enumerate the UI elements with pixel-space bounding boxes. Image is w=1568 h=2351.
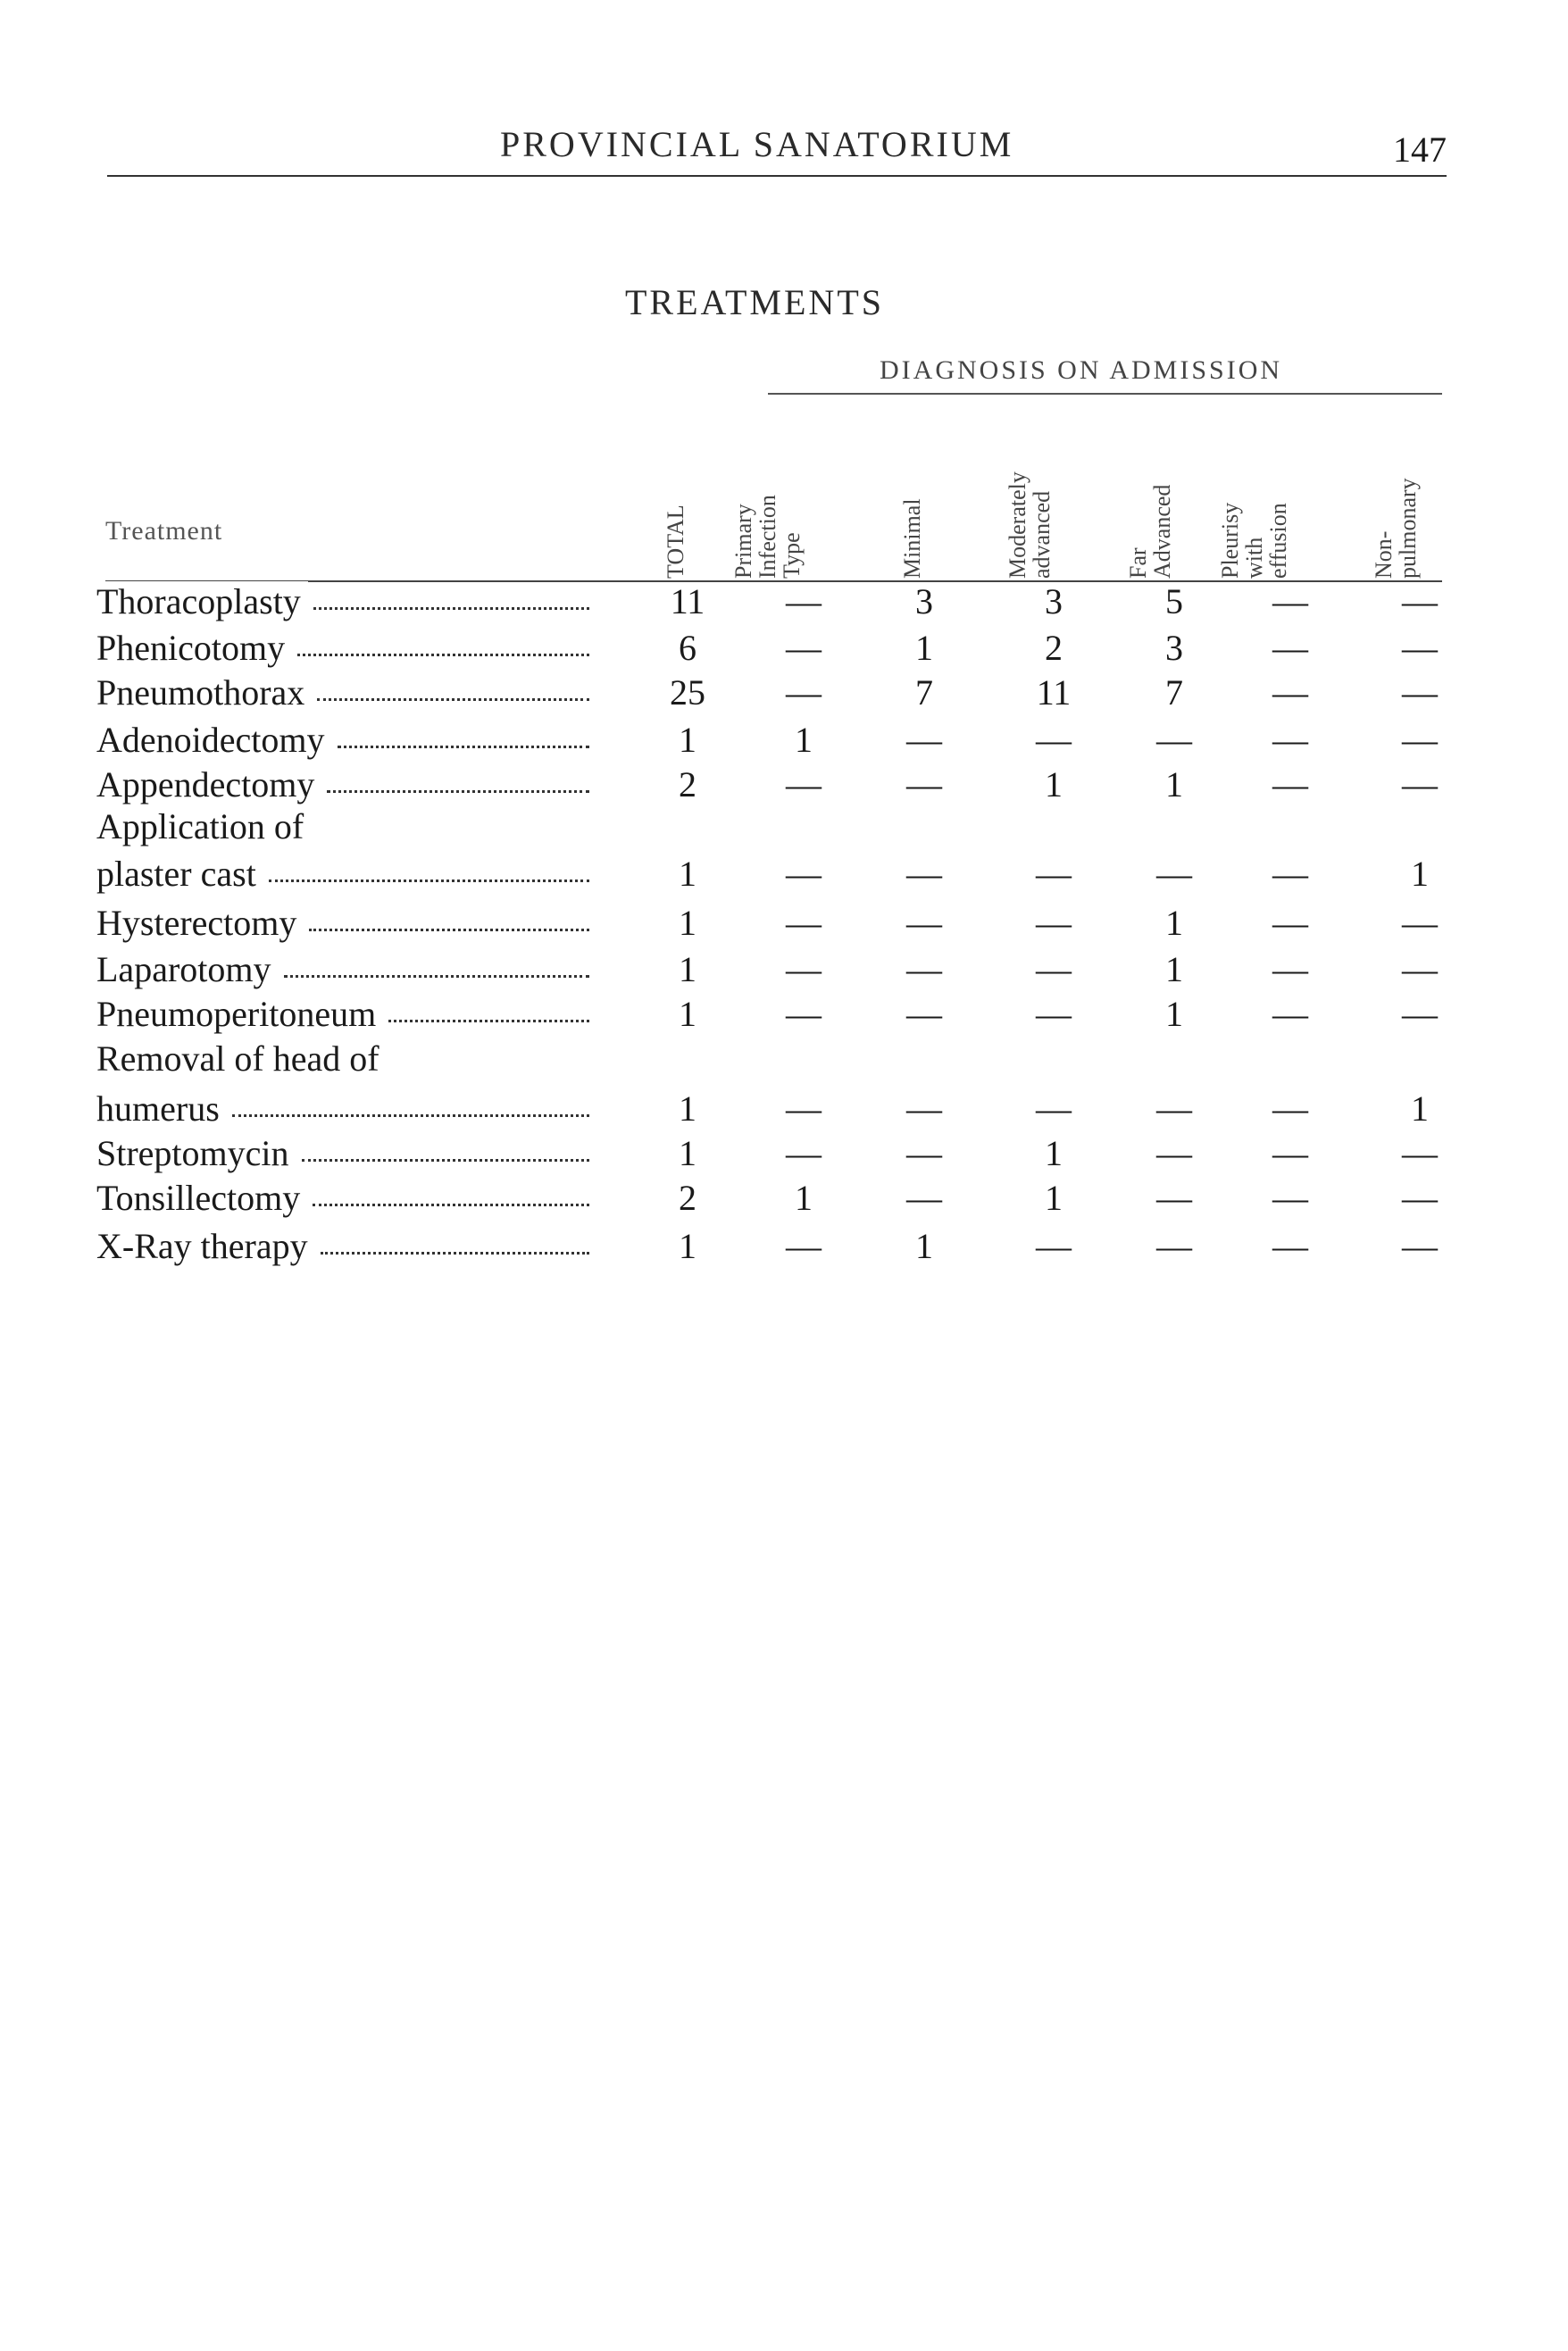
table-cell: 1 — [679, 854, 696, 894]
row-label-text: Hysterectomy — [96, 903, 304, 943]
table-cell: — — [1402, 1178, 1438, 1218]
row-label — [96, 671, 312, 713]
table-cell: 2 — [679, 1178, 696, 1218]
table-cell: 1 — [1411, 854, 1429, 894]
table-cell: 1 — [679, 949, 696, 989]
table-cell: 1 — [1165, 994, 1183, 1034]
table-cell: 1 — [679, 994, 696, 1034]
dot-leader — [338, 746, 589, 748]
table-cell: — — [786, 1088, 822, 1129]
table-cell: 1 — [795, 720, 813, 760]
column-heading — [875, 427, 973, 579]
table-cell: — — [906, 720, 942, 760]
column-heading-label: Moderately advanced — [1005, 471, 1055, 579]
row-label-text: Thoracoplasty — [96, 581, 308, 621]
row-label-text: X-Ray therapy — [96, 1226, 315, 1266]
column-heading-label: TOTAL — [663, 504, 688, 579]
row-label — [96, 1225, 315, 1267]
table-cell: — — [786, 1226, 822, 1266]
table-cell: — — [1402, 1226, 1438, 1266]
table-cell: — — [1156, 1133, 1192, 1173]
table-title: TREATMENTS — [625, 282, 884, 322]
column-heading — [638, 427, 737, 579]
dot-leader — [313, 1204, 589, 1206]
table-cell: — — [1272, 903, 1308, 943]
table-cell: 1 — [1045, 1178, 1063, 1218]
table-cell: — — [1036, 994, 1072, 1034]
table-cell: — — [1036, 1226, 1072, 1266]
table-cell: — — [1156, 1088, 1192, 1129]
column-heading-label: Pleurisy with effusion — [1217, 502, 1291, 579]
table-cell: — — [906, 854, 942, 894]
dot-leader — [388, 1020, 589, 1022]
table-cell: — — [1402, 994, 1438, 1034]
table-cell: — — [786, 764, 822, 805]
dot-leader — [309, 929, 589, 931]
table-cell: — — [1402, 1133, 1438, 1173]
row-label-text: Appendectomy — [96, 764, 321, 805]
row-label-text: Application of — [96, 806, 311, 846]
column-heading-label: Non- pulmonary — [1371, 478, 1421, 579]
column-heading-label: Far Advanced — [1125, 484, 1175, 579]
table-cell: — — [906, 764, 942, 805]
table-cell: 2 — [1045, 628, 1063, 668]
group-heading-rule — [768, 393, 1442, 395]
table-cell: — — [786, 994, 822, 1034]
row-label-text: Laparotomy — [96, 949, 279, 989]
row-label-text: Streptomycin — [96, 1133, 296, 1173]
table-cell: 6 — [679, 628, 696, 668]
table-cell: — — [786, 581, 822, 621]
table-cell: — — [786, 672, 822, 713]
table-cell: — — [786, 949, 822, 989]
table-cell: 1 — [679, 1088, 696, 1129]
table-cell: — — [1402, 628, 1438, 668]
table-cell: 25 — [670, 672, 705, 713]
table-cell: 1 — [915, 1226, 933, 1266]
column-heading — [1125, 427, 1223, 579]
dot-leader — [327, 790, 589, 793]
table-cell: — — [1272, 949, 1308, 989]
dot-leader — [269, 880, 589, 882]
table-cell: — — [786, 854, 822, 894]
row-label-text: Removal of head of — [96, 1038, 387, 1079]
table-cell: — — [786, 1133, 822, 1173]
table-cell: — — [906, 903, 942, 943]
dot-leader — [313, 607, 589, 610]
table-cell: 1 — [679, 1226, 696, 1266]
row-label — [96, 1177, 307, 1219]
table-cell: — — [1156, 1226, 1192, 1266]
dot-leader — [317, 698, 589, 701]
table-cell: 1 — [1165, 903, 1183, 943]
table-cell: — — [1402, 903, 1438, 943]
header-rule — [107, 175, 1447, 177]
table-cell: 3 — [1165, 628, 1183, 668]
row-label — [96, 993, 383, 1035]
table-cell: — — [1272, 854, 1308, 894]
column-heading — [1005, 427, 1103, 579]
row-label — [96, 580, 308, 622]
running-head: PROVINCIAL SANATORIUM — [500, 124, 1014, 164]
dot-leader — [284, 975, 589, 978]
table-cell: 11 — [1036, 672, 1072, 713]
group-heading: DIAGNOSIS ON ADMISSION — [880, 355, 1283, 385]
table-cell: — — [1036, 854, 1072, 894]
table-cell: 2 — [679, 764, 696, 805]
table-cell: — — [1272, 1178, 1308, 1218]
row-label — [96, 763, 321, 805]
table-cell: — — [1402, 764, 1438, 805]
table-cell: — — [906, 1133, 942, 1173]
table-cell: 1 — [1045, 764, 1063, 805]
row-label-text: Tonsillectomy — [96, 1178, 307, 1218]
row-label — [96, 805, 311, 847]
dot-leader — [302, 1159, 589, 1162]
table-cell: — — [1272, 581, 1308, 621]
table-cell: 7 — [1165, 672, 1183, 713]
table-cell: — — [1272, 764, 1308, 805]
row-label — [96, 1088, 227, 1130]
row-label — [96, 853, 263, 895]
table-cell: — — [1036, 720, 1072, 760]
page-header — [107, 123, 1447, 186]
row-label — [96, 902, 304, 944]
table-cell: 1 — [1045, 1133, 1063, 1173]
table-cell: — — [1272, 1226, 1308, 1266]
row-label — [96, 948, 279, 990]
table-cell: — — [786, 903, 822, 943]
table-cell: — — [906, 1088, 942, 1129]
table-cell: — — [906, 949, 942, 989]
row-label-text: Pneumothorax — [96, 672, 312, 713]
table-cell: 5 — [1165, 581, 1183, 621]
table-cell: — — [1036, 1088, 1072, 1129]
column-heading — [1217, 427, 1339, 579]
column-heading-label: Primary Infection Type — [730, 495, 805, 579]
table-cell: 1 — [915, 628, 933, 668]
table-cell: — — [1156, 1178, 1192, 1218]
treatment-column-heading: Treatment — [105, 516, 223, 546]
table-cell: — — [1156, 720, 1192, 760]
table-cell: 1 — [795, 1178, 813, 1218]
row-label — [96, 627, 292, 669]
table-cell: 3 — [1045, 581, 1063, 621]
table-cell: — — [1036, 903, 1072, 943]
table-cell: 1 — [1165, 949, 1183, 989]
row-label — [96, 719, 332, 761]
table-cell: — — [1402, 720, 1438, 760]
column-heading-label: Minimal — [899, 498, 925, 579]
column-heading — [730, 427, 853, 579]
table-cell: — — [1272, 720, 1308, 760]
table-cell: 7 — [915, 672, 933, 713]
page-number: 147 — [1393, 129, 1447, 170]
table-cell: — — [1272, 994, 1308, 1034]
row-label-text: Adenoidectomy — [96, 720, 332, 760]
row-label-text: humerus — [96, 1088, 227, 1129]
table-cell: — — [906, 994, 942, 1034]
table-cell: 1 — [1165, 764, 1183, 805]
table-cell: — — [906, 1178, 942, 1218]
table-cell: — — [1272, 1133, 1308, 1173]
table-cell: — — [1156, 854, 1192, 894]
table-cell: 3 — [915, 581, 933, 621]
dot-leader — [232, 1114, 589, 1117]
table-cell: 1 — [1411, 1088, 1429, 1129]
table-cell: 1 — [679, 720, 696, 760]
table-cell: 11 — [670, 581, 705, 621]
table-cell: — — [1402, 672, 1438, 713]
row-label — [96, 1132, 296, 1174]
table-cell: — — [1402, 581, 1438, 621]
table-cell: — — [1272, 1088, 1308, 1129]
table-cell: — — [1272, 672, 1308, 713]
table-cell: 1 — [679, 903, 696, 943]
table-cell: — — [1402, 949, 1438, 989]
table-cell: — — [1272, 628, 1308, 668]
row-label-text: plaster cast — [96, 854, 263, 894]
column-heading — [1371, 427, 1469, 579]
table-cell: — — [786, 628, 822, 668]
row-label — [96, 1038, 387, 1080]
dot-leader — [297, 654, 589, 656]
row-label-text: Pneumoperitoneum — [96, 994, 383, 1034]
table-cell: 1 — [679, 1133, 696, 1173]
dot-leader — [321, 1252, 589, 1255]
row-label-text: Phenicotomy — [96, 628, 292, 668]
table-cell: — — [1036, 949, 1072, 989]
